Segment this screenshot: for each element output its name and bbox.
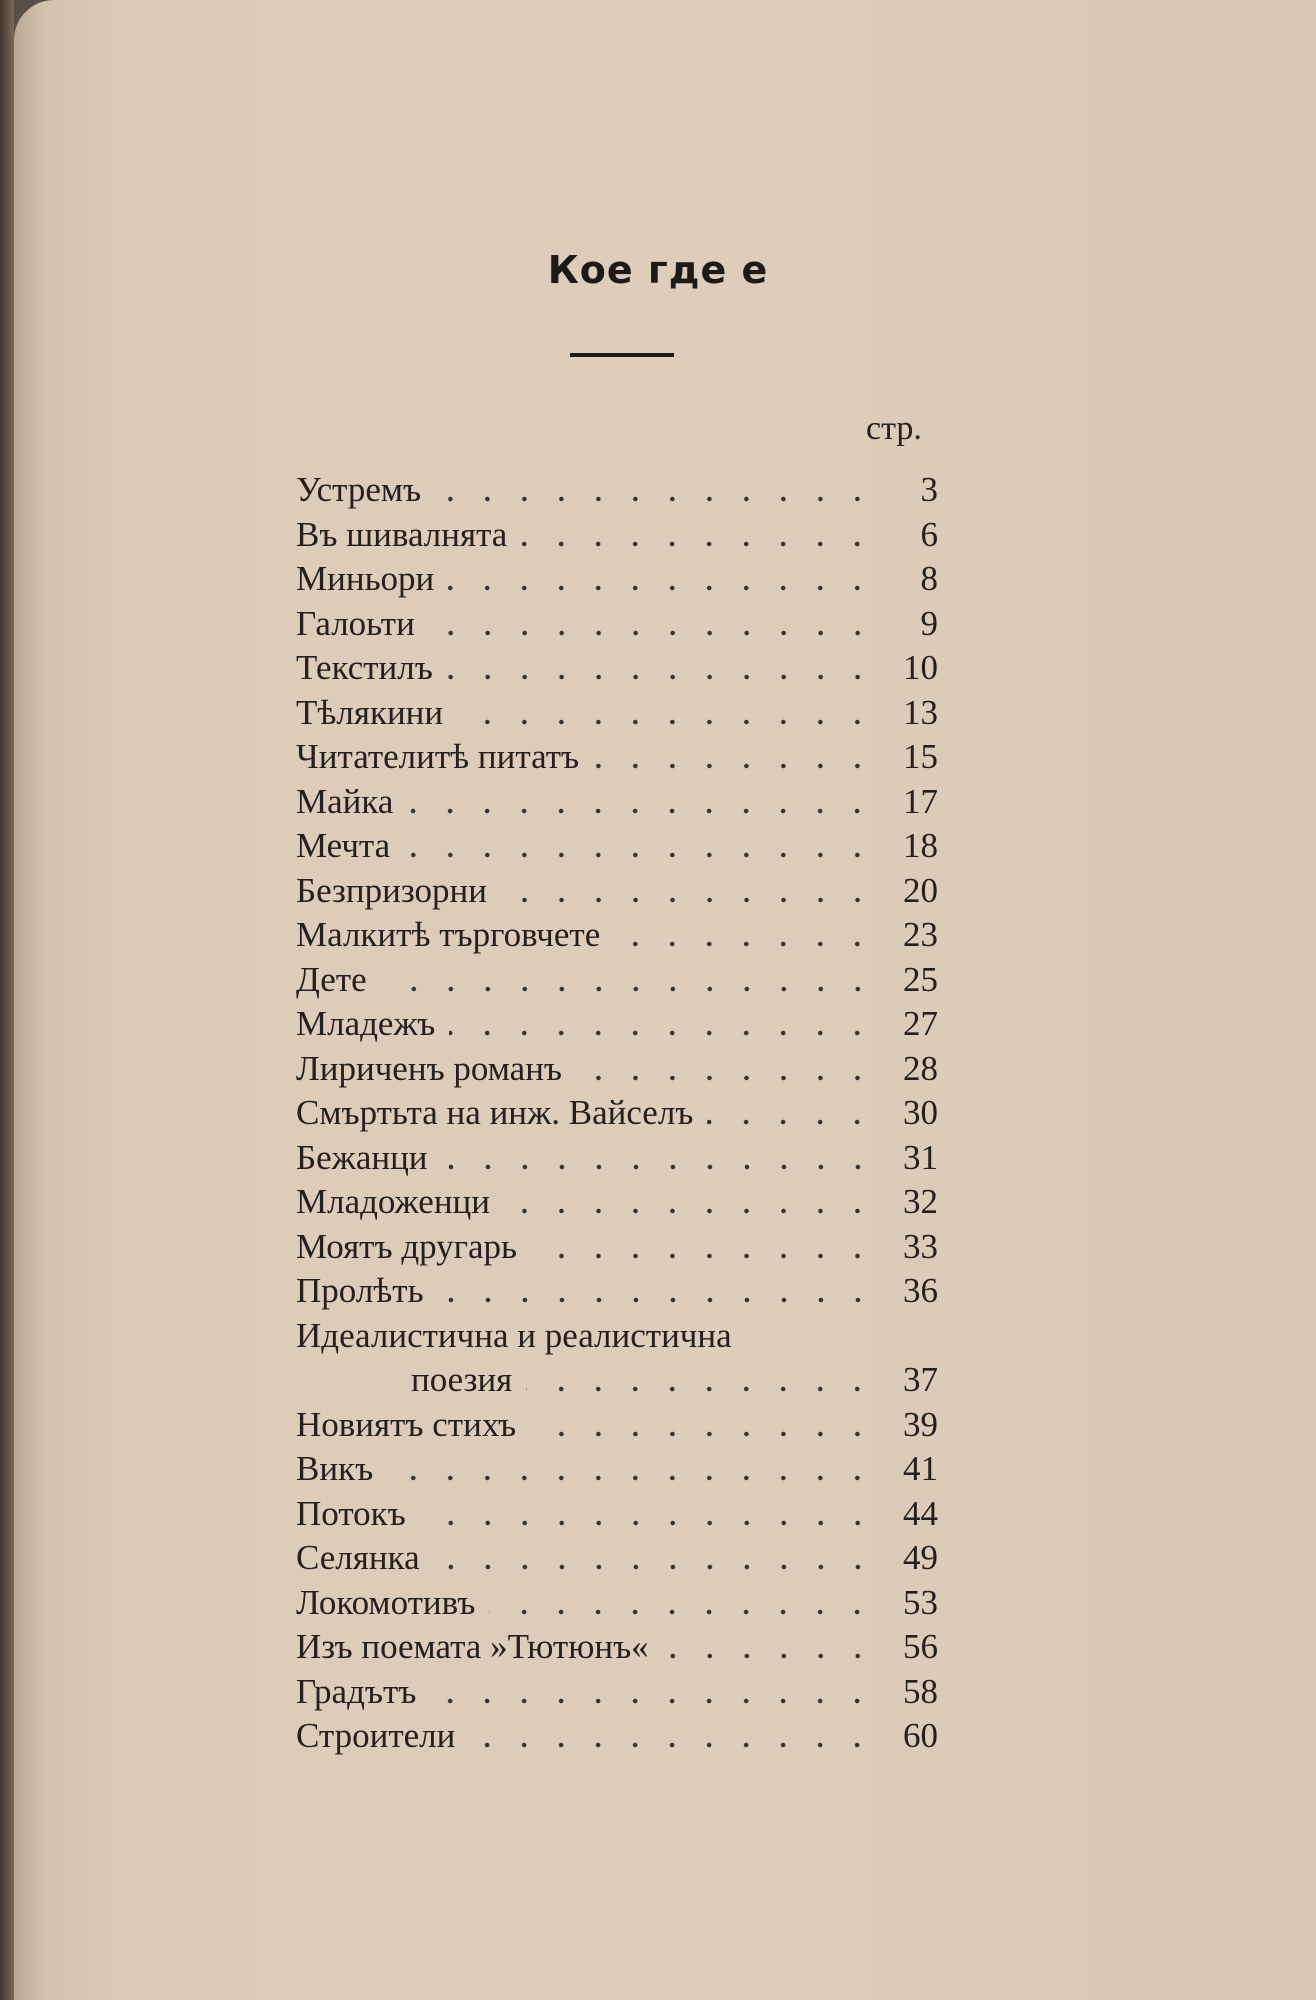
dot-leader (526, 1385, 876, 1393)
toc-entry-page: 10 (903, 648, 938, 687)
toc-entry-page: 9 (920, 603, 938, 643)
dot-leader (707, 1118, 876, 1126)
dot-leader (449, 1029, 876, 1037)
toc-entry-page: 39 (903, 1404, 938, 1444)
toc-entry (296, 559, 938, 604)
toc-entry (296, 515, 938, 560)
dot-leader (447, 673, 876, 681)
toc-entry (296, 737, 938, 782)
toc-entry (296, 1716, 938, 1761)
toc-entry-page: 31 (903, 1137, 938, 1177)
toc-entry (296, 1093, 938, 1138)
dot-leader (576, 1074, 876, 1082)
toc-entry (296, 1182, 938, 1227)
toc-entry (296, 915, 938, 960)
page-title: Кое где е (547, 248, 769, 292)
toc-entry-title: Бежанци (296, 1137, 428, 1177)
toc-entry (296, 1138, 938, 1183)
toc-entry-page: 33 (903, 1226, 938, 1266)
dot-leader (404, 851, 876, 859)
dot-leader (448, 584, 876, 592)
toc-entry-page: 18 (903, 826, 938, 865)
dot-leader (457, 718, 876, 726)
toc-entry-title: Устремъ (296, 470, 422, 509)
toc-entry-title: Малкитѣ търговчете (296, 915, 601, 954)
toc-entry-page: 27 (903, 1004, 938, 1043)
toc-entry (296, 782, 938, 827)
toc-entry-title: Майка (296, 781, 394, 821)
toc-entry-title: Локомотивъ (296, 1582, 476, 1622)
toc-entry-page: 17 (903, 781, 938, 821)
toc-entry-title: Новиятъ стихъ (296, 1404, 517, 1444)
toc-entry-page: 8 (920, 559, 938, 598)
dot-leader (387, 1474, 876, 1482)
toc-entry-page: 36 (903, 1271, 938, 1310)
toc-entry (296, 1538, 938, 1583)
dot-leader (489, 1608, 876, 1616)
dot-leader (438, 1296, 876, 1304)
toc-entry (296, 604, 938, 649)
toc-entry (296, 871, 938, 916)
toc-entry (296, 1004, 938, 1049)
toc-entry-page: 15 (903, 737, 938, 776)
toc-entry (296, 1449, 938, 1494)
dot-leader (435, 495, 876, 503)
toc-entry (296, 826, 938, 871)
toc-entry-title: Тѣлякини (296, 692, 444, 732)
toc-entry-page: 23 (903, 915, 938, 954)
toc-entry-title: Младоженци (296, 1182, 491, 1221)
dot-leader (663, 1652, 876, 1660)
toc-entry-title: Идеалистична и реалистична (296, 1315, 732, 1355)
toc-entry-page: 13 (903, 692, 938, 732)
toc-entry-page: 44 (903, 1493, 938, 1533)
toc-entry-page: 20 (903, 870, 938, 910)
toc-entry-page: 41 (903, 1449, 938, 1488)
dot-leader (381, 985, 876, 993)
dot-leader (407, 807, 876, 815)
toc-entry-page: 37 (903, 1360, 938, 1399)
toc-entry-page: 6 (920, 514, 938, 554)
toc-entry (296, 1405, 938, 1450)
toc-entry-title: Текстилъ (296, 648, 433, 687)
toc-entry-title: Дете (296, 959, 367, 999)
toc-entry-title: Викъ (296, 1449, 374, 1488)
toc-entry (296, 1316, 938, 1361)
toc-entry-title: Безпризорни (296, 870, 487, 910)
toc-entry-page: 56 (903, 1627, 938, 1666)
dot-leader (614, 940, 876, 948)
dot-leader (501, 896, 876, 904)
toc-entry (296, 648, 938, 693)
toc-entry-title: поезия (411, 1360, 513, 1399)
dot-leader (442, 1163, 876, 1171)
toc-entry-title: Лириченъ романъ (296, 1048, 563, 1088)
dot-leader (469, 1741, 876, 1749)
dot-leader (504, 1207, 876, 1215)
toc-entry-page: 49 (903, 1538, 938, 1577)
table-of-contents (296, 470, 938, 1761)
toc-entry-page: 58 (903, 1671, 938, 1711)
dot-leader (530, 1430, 876, 1438)
toc-entry (296, 1627, 938, 1672)
toc-entry-title: Строители (296, 1716, 456, 1755)
toc-entry (296, 1672, 938, 1717)
toc-entry-title: Градътъ (296, 1671, 417, 1711)
toc-entry-title: Пролѣть (296, 1271, 424, 1310)
page-edge-shadow (0, 0, 14, 2000)
toc-entry-title: Миньори (296, 559, 435, 598)
toc-entry-page: 28 (903, 1048, 938, 1088)
dot-leader (434, 1563, 876, 1571)
toc-entry-title: Моятъ другарь (296, 1226, 518, 1266)
toc-entry-page: 25 (903, 959, 938, 999)
toc-entry (296, 1360, 938, 1405)
toc-entry-title: Изъ поемата »Тютюнъ« (296, 1627, 649, 1666)
toc-entry-title: Въ шивалнята (296, 514, 508, 554)
toc-entry-title: Мечта (296, 826, 391, 865)
toc-entry (296, 960, 938, 1005)
toc-entry-title: Читателитѣ питатъ (296, 737, 580, 776)
toc-entry-page: 3 (920, 470, 938, 509)
dot-leader (521, 540, 876, 548)
toc-entry (296, 1583, 938, 1628)
toc-entry (296, 1227, 938, 1272)
toc-entry (296, 1494, 938, 1539)
toc-entry (296, 693, 938, 738)
toc-entry-title: Потокъ (296, 1493, 406, 1533)
toc-entry-page: 53 (903, 1582, 938, 1622)
toc-entry (296, 1271, 938, 1316)
toc-entry-title: Смъртьта на инж. Вайселъ (296, 1093, 694, 1132)
dot-leader (430, 1697, 876, 1705)
toc-entry-title: Галоьти (296, 603, 415, 643)
toc-entry-title: Селянка (296, 1538, 420, 1577)
dot-leader (593, 762, 876, 770)
dot-leader (429, 629, 876, 637)
toc-entry (296, 470, 938, 515)
toc-entry-page: 60 (903, 1716, 938, 1755)
dot-leader (420, 1519, 876, 1527)
toc-entry-title: Младежъ (296, 1004, 436, 1043)
dot-leader (531, 1252, 876, 1260)
toc-entry-page: 32 (903, 1182, 938, 1221)
page-column-label: стр. (866, 410, 922, 447)
toc-entry (296, 1049, 938, 1094)
toc-entry-page: 30 (903, 1093, 938, 1132)
title-rule (570, 353, 674, 357)
